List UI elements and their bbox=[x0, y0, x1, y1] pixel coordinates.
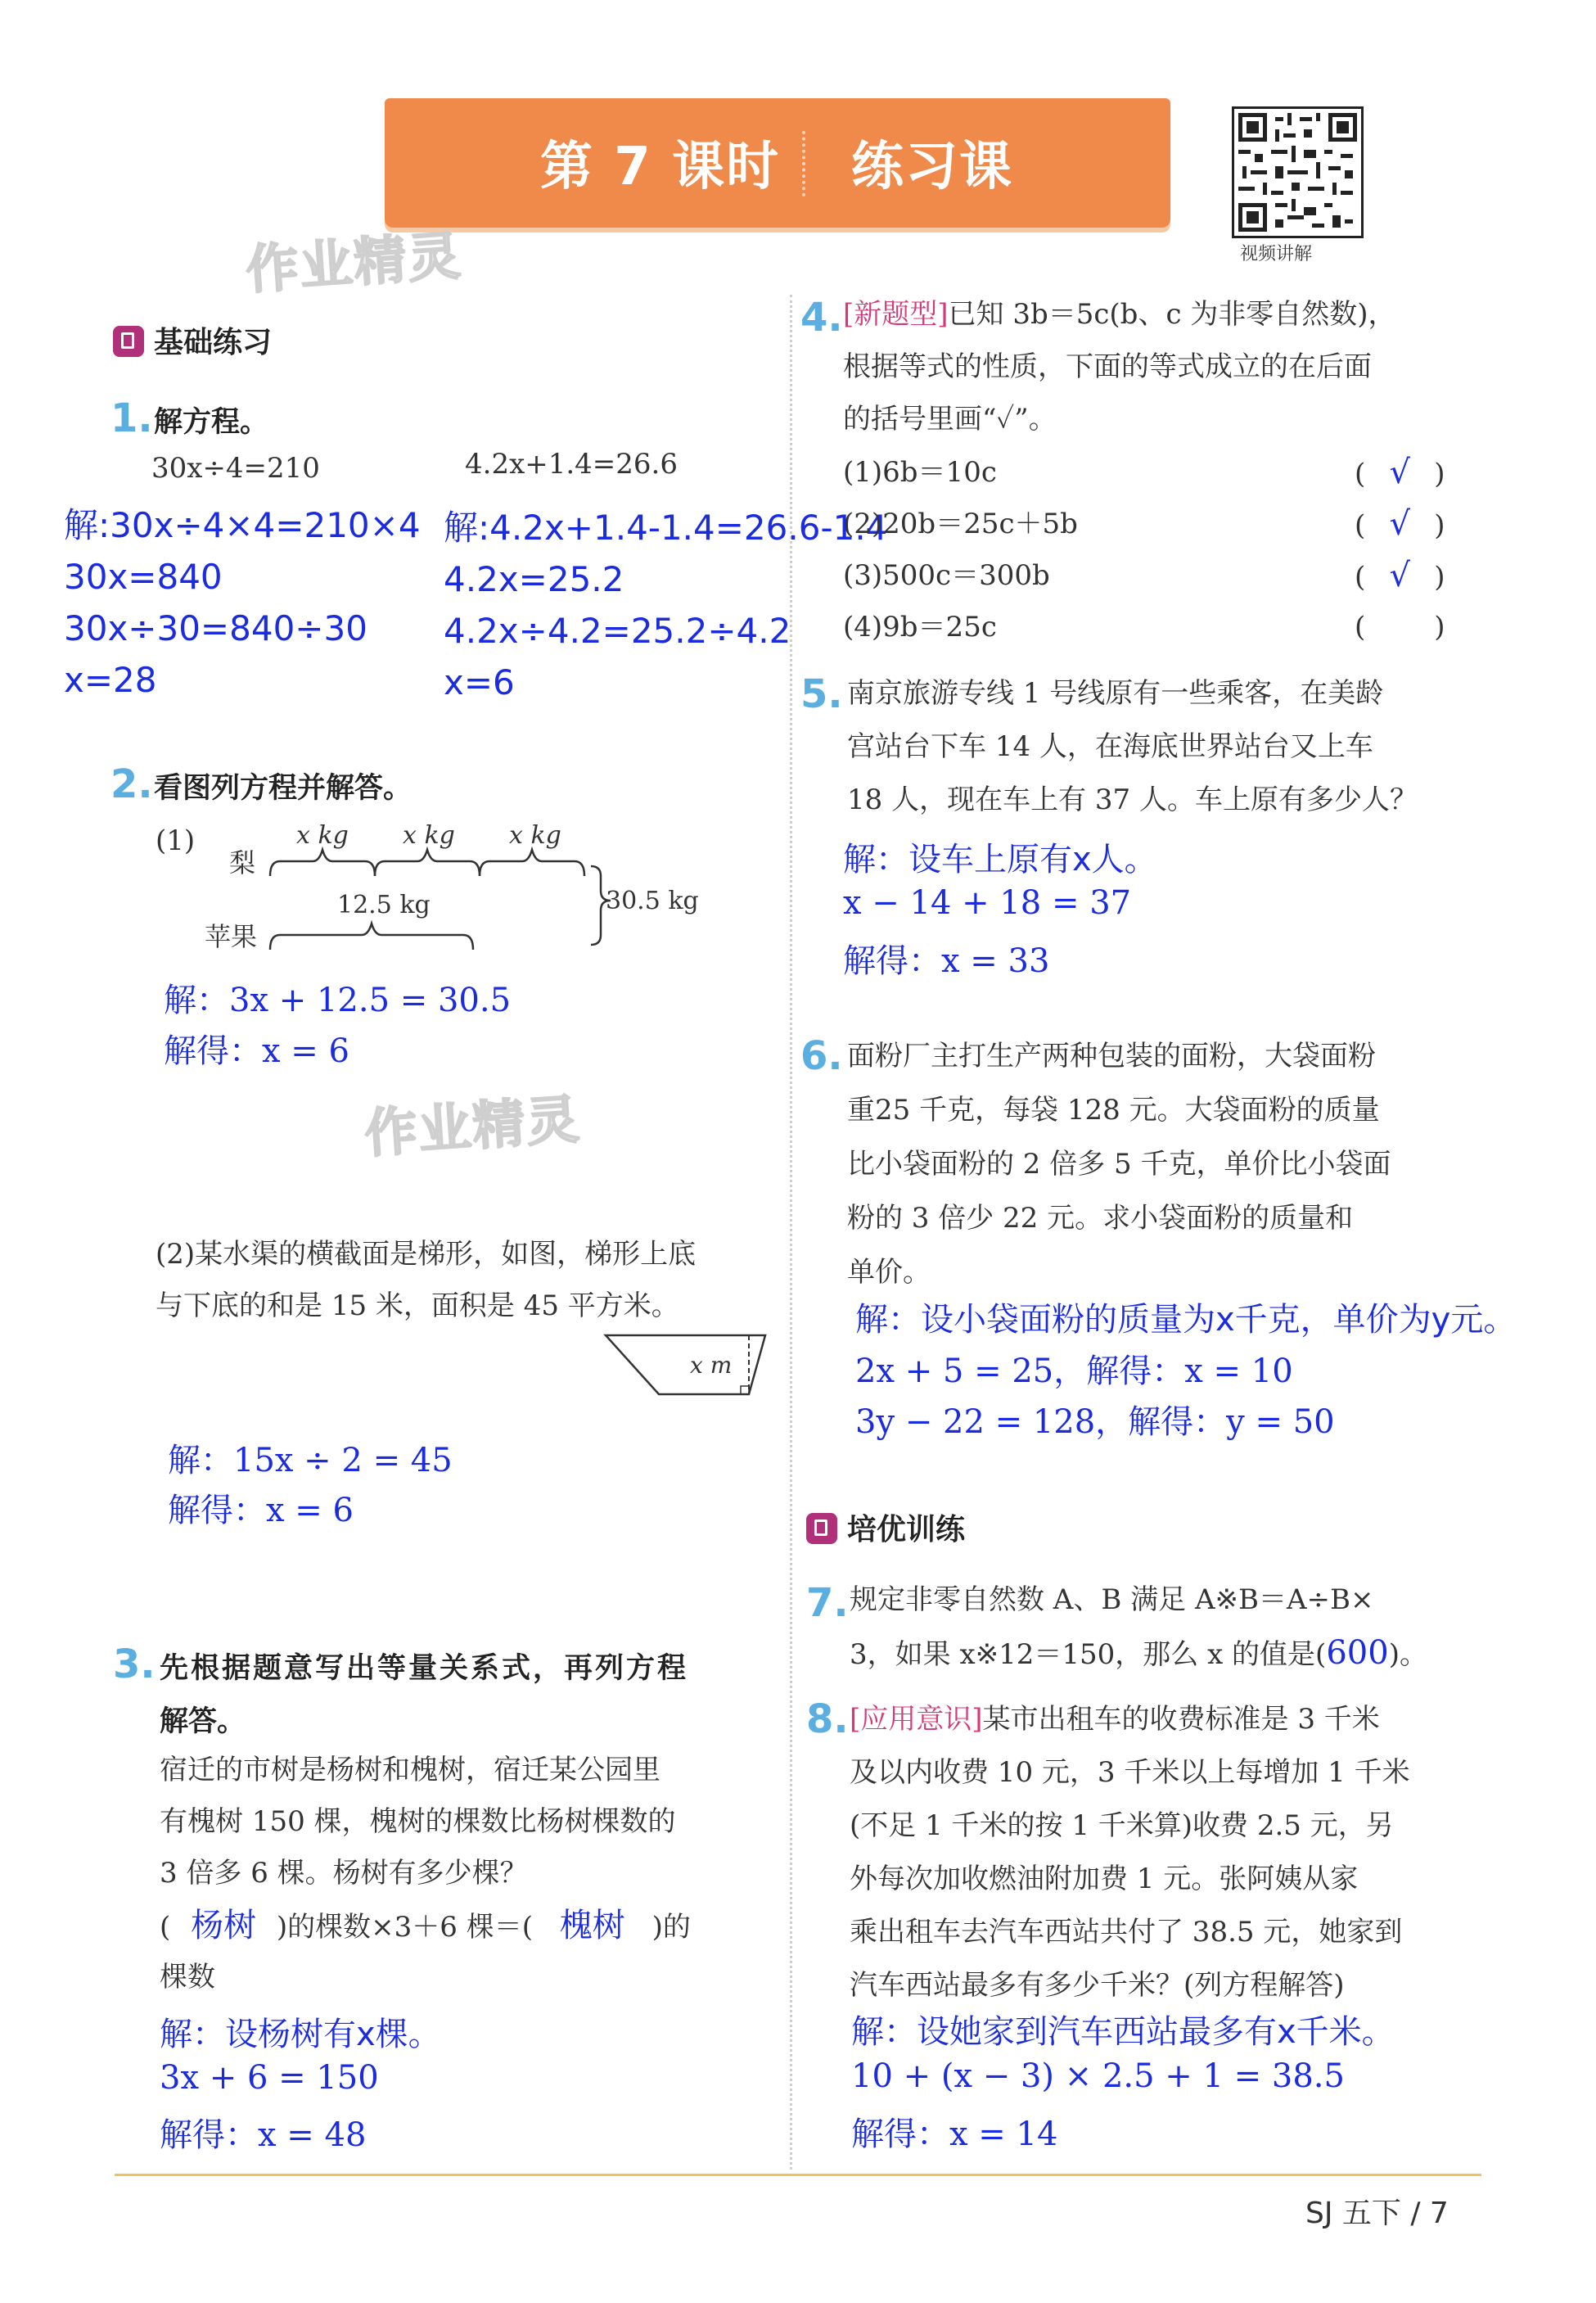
relation-text: )的 bbox=[651, 1911, 691, 1944]
question-text: 3 倍多 6 棵。杨树有多少棵？ bbox=[160, 1857, 528, 1890]
statement-item: (3)500c＝300b bbox=[843, 559, 1050, 592]
question-number: 8. bbox=[806, 1696, 849, 1742]
question-title: 解答。 bbox=[160, 1705, 246, 1738]
answer-line: 解得：x = 6 bbox=[164, 1032, 349, 1070]
question-text: 有槐树 150 棵，槐树的棵数比杨树棵数的 bbox=[160, 1805, 676, 1838]
answer-line: 3y − 22 = 128，解得：y = 50 bbox=[855, 1403, 1335, 1441]
question-number: 4. bbox=[800, 295, 843, 341]
check-bracket[interactable]: ( √ ) bbox=[1355, 498, 1453, 552]
question-text: (不足 1 千米的按 1 千米算)收费 2.5 元，另 bbox=[850, 1809, 1394, 1842]
question-text: 单价。 bbox=[847, 1256, 931, 1289]
page-footer: SJ 五下 / 7 bbox=[1305, 2197, 1449, 2230]
question-title: 看图列方程并解答。 bbox=[154, 772, 413, 805]
question-text: 及以内收费 10 元，3 千米以上每增加 1 千米 bbox=[850, 1756, 1410, 1789]
qr-code[interactable] bbox=[1232, 106, 1364, 238]
question-tag: [新题型] bbox=[843, 298, 949, 331]
apple-label: 苹果 bbox=[205, 921, 258, 952]
trapezoid-figure bbox=[602, 1330, 773, 1400]
question-title: 解方程。 bbox=[154, 406, 269, 439]
section-advanced bbox=[806, 1506, 965, 1548]
segment-label: x kg bbox=[296, 821, 349, 850]
question-text-part: 已知 3b＝5c(b、c 为非零自然数)， bbox=[948, 298, 1396, 331]
qr-caption: 视频讲解 bbox=[1240, 244, 1313, 264]
blank-answer: 杨树 bbox=[191, 1907, 257, 1944]
question-text bbox=[850, 1627, 1427, 1681]
answer-line: 解:30x÷4×4=210×4 bbox=[64, 505, 421, 545]
relation-text: 棵数 bbox=[160, 1961, 215, 1994]
heart-shield-icon bbox=[806, 1513, 837, 1544]
question-number: 1. bbox=[110, 395, 153, 441]
equation: 30x÷4=210 bbox=[151, 452, 320, 485]
question-text: 与下底的和是 15 米，面积是 45 平方米。 bbox=[156, 1289, 679, 1322]
section-basic-label: 基础练习 bbox=[154, 326, 273, 359]
statement-item: (4)9b＝25c bbox=[843, 611, 997, 643]
answer-line: 30x=840 bbox=[64, 557, 223, 597]
segment-label: x kg bbox=[509, 821, 561, 850]
relation-line bbox=[160, 1899, 691, 1953]
question-title: 先根据题意写出等量关系式，再列方程 bbox=[160, 1652, 689, 1685]
total-weight: 30.5 kg bbox=[606, 887, 699, 915]
lesson-title: 练习课 bbox=[851, 137, 1013, 197]
check-bracket[interactable]: ( ) bbox=[1355, 611, 1445, 643]
answer-line: 解：15x ÷ 2 = 45 bbox=[168, 1442, 453, 1479]
question-text: 规定非零自然数 A、B 满足 A※B＝A÷B× bbox=[850, 1583, 1374, 1616]
answer-block-1 bbox=[64, 499, 421, 706]
answer-line: 解得：x = 33 bbox=[843, 942, 1050, 980]
blank-answer: 600 bbox=[1326, 1634, 1389, 1672]
answer-line: 解得：x = 6 bbox=[168, 1492, 354, 1529]
apple-weight: 12.5 kg bbox=[337, 891, 431, 919]
question-text: 宿迁的市树是杨树和槐树，宿迁某公园里 bbox=[160, 1754, 660, 1786]
blank-answer: 槐树 bbox=[559, 1907, 625, 1944]
question-text-part: )。 bbox=[1388, 1638, 1427, 1671]
footer-divider bbox=[115, 2174, 1481, 2176]
answer-line: 解得：x = 48 bbox=[160, 2116, 367, 2154]
equation: 4.2x+1.4=26.6 bbox=[465, 448, 678, 481]
question-text: 根据等式的性质，下面的等式成立的在后面 bbox=[843, 350, 1372, 383]
relation-text: ( bbox=[160, 1911, 171, 1944]
question-text: 18 人，现在车上有 37 人。车上原有多少人？ bbox=[847, 783, 1418, 816]
section-advanced-label: 培优训练 bbox=[847, 1513, 966, 1547]
answer-line: 解得：x = 14 bbox=[851, 2116, 1058, 2153]
height-label: x m bbox=[690, 1352, 733, 1379]
pear-label: 梨 bbox=[229, 847, 256, 878]
question-tag: [应用意识] bbox=[850, 1703, 983, 1736]
lesson-banner bbox=[385, 98, 1170, 228]
qr-code-icon bbox=[1234, 109, 1361, 236]
banner-separator bbox=[802, 131, 809, 196]
answer-line: x=6 bbox=[444, 662, 515, 702]
statement-item: (1)6b＝10c bbox=[843, 456, 997, 489]
question-text: 比小袋面粉的 2 倍多 5 千克，单价比小袋面 bbox=[847, 1148, 1391, 1181]
question-number: 6. bbox=[800, 1033, 843, 1079]
question-text bbox=[850, 1693, 1380, 1745]
watermark: 作业精灵 bbox=[244, 225, 464, 302]
check-mark: √ bbox=[1389, 454, 1411, 491]
answer-line: 解：设小袋面粉的质量为x千克，单价为y元。 bbox=[855, 1301, 1517, 1339]
check-mark: √ bbox=[1389, 557, 1411, 594]
question-number: 3. bbox=[113, 1641, 156, 1687]
answer-line: 解：设车上原有x人。 bbox=[843, 841, 1157, 878]
question-number: 7. bbox=[806, 1580, 849, 1626]
check-mark: √ bbox=[1389, 505, 1411, 543]
fruit-diagram bbox=[196, 811, 720, 974]
question-text: 的括号里画“✓”。 bbox=[843, 403, 1057, 436]
question-text: 面粉厂主打生产两种包装的面粉，大袋面粉 bbox=[847, 1040, 1376, 1072]
answer-line: 解：设杨树有x棵。 bbox=[160, 2016, 441, 2053]
question-text: 南京旅游专线 1 号线原有一些乘客，在美龄 bbox=[847, 677, 1384, 710]
answer-line: x − 14 + 18 = 37 bbox=[843, 884, 1132, 922]
answer-line: 解:4.2x+1.4-1.4=26.6-1.4 bbox=[444, 508, 888, 548]
answer-line: 3x + 6 = 150 bbox=[160, 2059, 379, 2097]
question-text-part: 某市出租车的收费标准是 3 千米 bbox=[982, 1703, 1380, 1736]
question-text: 乘出租车去汽车西站共付了 38.5 元，她家到 bbox=[850, 1916, 1403, 1949]
question-text: 宫站台下车 14 人，在海底世界站台又上车 bbox=[847, 730, 1373, 763]
question-text: 汽车西站最多有多少千米？(列方程解答) bbox=[850, 1969, 1345, 2002]
question-text bbox=[843, 288, 1396, 341]
question-number: 5. bbox=[800, 671, 843, 717]
question-text-part: 3，如果 x※12＝150，那么 x 的值是( bbox=[850, 1638, 1327, 1671]
relation-text: )的棵数×3＋6 棵＝( bbox=[276, 1911, 533, 1944]
answer-line: x=28 bbox=[64, 660, 157, 700]
lesson-number: 第 7 课时 bbox=[540, 137, 781, 197]
question-number: 2. bbox=[110, 761, 153, 807]
answer-line: 4.2x÷4.2=25.2÷4.2 bbox=[444, 611, 791, 651]
question-text: 重25 千克，每袋 128 元。大袋面粉的质量 bbox=[847, 1094, 1380, 1127]
document-icon bbox=[113, 326, 144, 357]
part-label: (1) bbox=[156, 824, 196, 857]
answer-line: 2x + 5 = 25，解得：x = 10 bbox=[855, 1352, 1293, 1390]
section-basic bbox=[113, 319, 272, 361]
question-text: (2)某水渠的横截面是梯形，如图，梯形上底 bbox=[156, 1238, 697, 1271]
answer-line: 10 + (x − 3) × 2.5 + 1 = 38.5 bbox=[851, 2057, 1345, 2095]
answer-line: 解：3x + 12.5 = 30.5 bbox=[164, 982, 512, 1019]
statement-item: (2)20b＝25c＋5b bbox=[843, 508, 1078, 540]
question-text: 外每次加收燃油附加费 1 元。张阿姨从家 bbox=[850, 1863, 1359, 1895]
question-text: 粉的 3 倍少 22 元。求小袋面粉的质量和 bbox=[847, 1202, 1354, 1235]
watermark: 作业精灵 bbox=[363, 1089, 583, 1166]
answer-line: 30x÷30=840÷30 bbox=[64, 608, 367, 648]
answer-line: 4.2x=25.2 bbox=[444, 559, 624, 599]
answer-line: 解：设她家到汽车西站最多有x千米。 bbox=[851, 2013, 1395, 2051]
check-bracket[interactable]: ( √ ) bbox=[1355, 446, 1453, 500]
segment-label: x kg bbox=[403, 821, 455, 850]
check-bracket[interactable]: ( √ ) bbox=[1355, 549, 1453, 603]
